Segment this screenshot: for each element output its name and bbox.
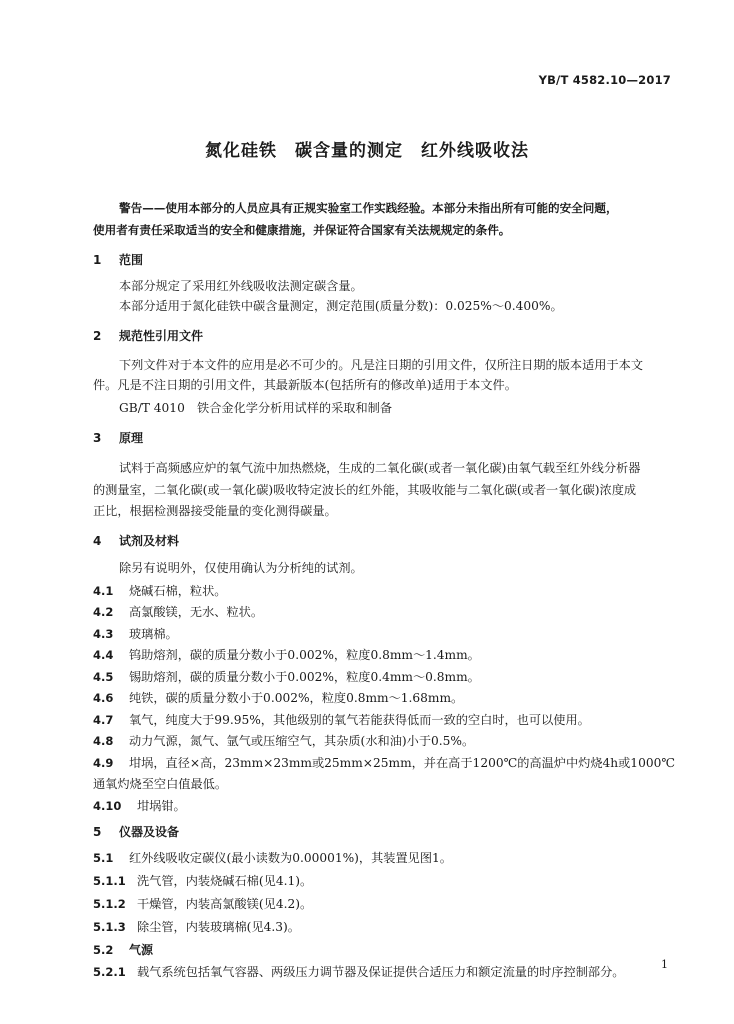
- normative-reference: GB/T 4010 铁合金化学分析用试样的采取和制备: [119, 401, 393, 415]
- paragraph: 本部分规定了采用红外线吸收法测定碳含量。: [119, 279, 363, 293]
- paragraph-line: 正比，根据检测器接受能量的变化测得碳量。: [93, 504, 337, 518]
- list-item: 4.3 玻璃棉。: [93, 627, 178, 641]
- list-item: 5.1.1 洗气管，内装烧碱石棉(见4.1)。: [93, 874, 313, 888]
- section-title: 范围: [119, 253, 144, 267]
- section-title: 仪器及设备: [119, 825, 180, 839]
- section-title: 规范性引用文件: [119, 329, 204, 343]
- section-number: 5: [93, 825, 102, 839]
- warning-line-1: 警告——使用本部分的人员应具有正规实验室工作实践经验。本部分未指出所有可能的安全问题，: [119, 201, 618, 215]
- page-number: 1: [661, 958, 668, 971]
- section-number: 4: [93, 534, 102, 548]
- list-item: 4.8 动力气源，氮气、氩气或压缩空气，其杂质(水和油)小于0.5%。: [93, 734, 475, 748]
- section-heading-3: [93, 429, 683, 447]
- section-heading-4: [93, 532, 683, 550]
- section-heading-1: [93, 251, 683, 269]
- section-title: 试剂及材料: [119, 534, 180, 548]
- list-item: 4.9 坩埚，直径×高，23mm×23mm或25mm×25mm，并在高于1200℃的高温炉中灼烧4h或1000℃: [93, 756, 675, 770]
- list-item: 4.7 氧气，纯度大于99.95%，其他级别的氧气若能获得低而一致的空白时，也可以使用。: [93, 713, 590, 727]
- section-heading-5: [93, 823, 683, 841]
- section-number: 2: [93, 329, 102, 343]
- list-item: 5.1 红外线吸收定碳仪(最小读数为0.00001%)，其装置见图1。: [93, 851, 452, 865]
- list-item: 4.10 坩埚钳。: [93, 799, 186, 813]
- list-item: 4.5 锡助熔剂，碳的质量分数小于0.002%，粒度0.4mm～0.8mm。: [93, 670, 480, 684]
- section-title: 原理: [119, 431, 144, 445]
- list-item: 5.1.2 干燥管，内装高氯酸镁(见4.2)。: [93, 897, 313, 911]
- list-item: 4.2 高氯酸镁，无水、粒状。: [93, 605, 264, 619]
- standard-number: YB/T 4582.10—2017: [538, 73, 671, 87]
- list-item: 5.2 气源: [93, 943, 154, 957]
- paragraph-line: 下列文件对于本文件的应用是必不可少的。凡是注日期的引用文件，仅所注日期的版本适用于本文: [119, 358, 644, 372]
- paragraph-line: 的测量室，二氧化碳(或一氧化碳)吸收特定波长的红外能，其吸收能与二氧化碳(或者一氧化碳)浓度成: [93, 483, 637, 497]
- section-number: 1: [93, 253, 102, 267]
- paragraph: 除另有说明外，仅使用确认为分析纯的试剂。: [119, 561, 363, 575]
- section-heading-2: [93, 327, 683, 345]
- warning-line-2: 使用者有责任采取适当的安全和健康措施，并保证符合国家有关法规规定的条件。: [93, 223, 511, 237]
- paragraph: 本部分适用于氮化硅铁中碳含量测定，测定范围(质量分数)：0.025%～0.400%。: [119, 299, 563, 313]
- list-item: 5.1.3 除尘管，内装玻璃棉(见4.3)。: [93, 920, 300, 934]
- paragraph-line: 试料于高频感应炉的氧气流中加热燃烧，生成的二氧化碳(或者一氧化碳)由氧气载至红外线分析器: [119, 461, 641, 475]
- page-title: 氮化硅铁 碳含量的测定 红外线吸收法: [205, 141, 529, 161]
- list-item: 4.6 纯铁，碳的质量分数小于0.002%，粒度0.8mm～1.68mm。: [93, 691, 464, 705]
- section-number: 3: [93, 431, 102, 445]
- paragraph-line: 件。凡是不注日期的引用文件，其最新版本(包括所有的修改单)适用于本文件。: [93, 378, 517, 392]
- list-item: 5.2.1 载气系统包括氧气容器、两级压力调节器及保证提供合适压力和额定流量的时序控制部分。: [93, 965, 625, 979]
- list-item-continuation: 通氧灼烧至空白值最低。: [93, 777, 228, 791]
- list-item: 4.4 钨助熔剂，碳的质量分数小于0.002%，粒度0.8mm～1.4mm。: [93, 648, 480, 662]
- list-item: 4.1 烧碱石棉，粒状。: [93, 584, 227, 598]
